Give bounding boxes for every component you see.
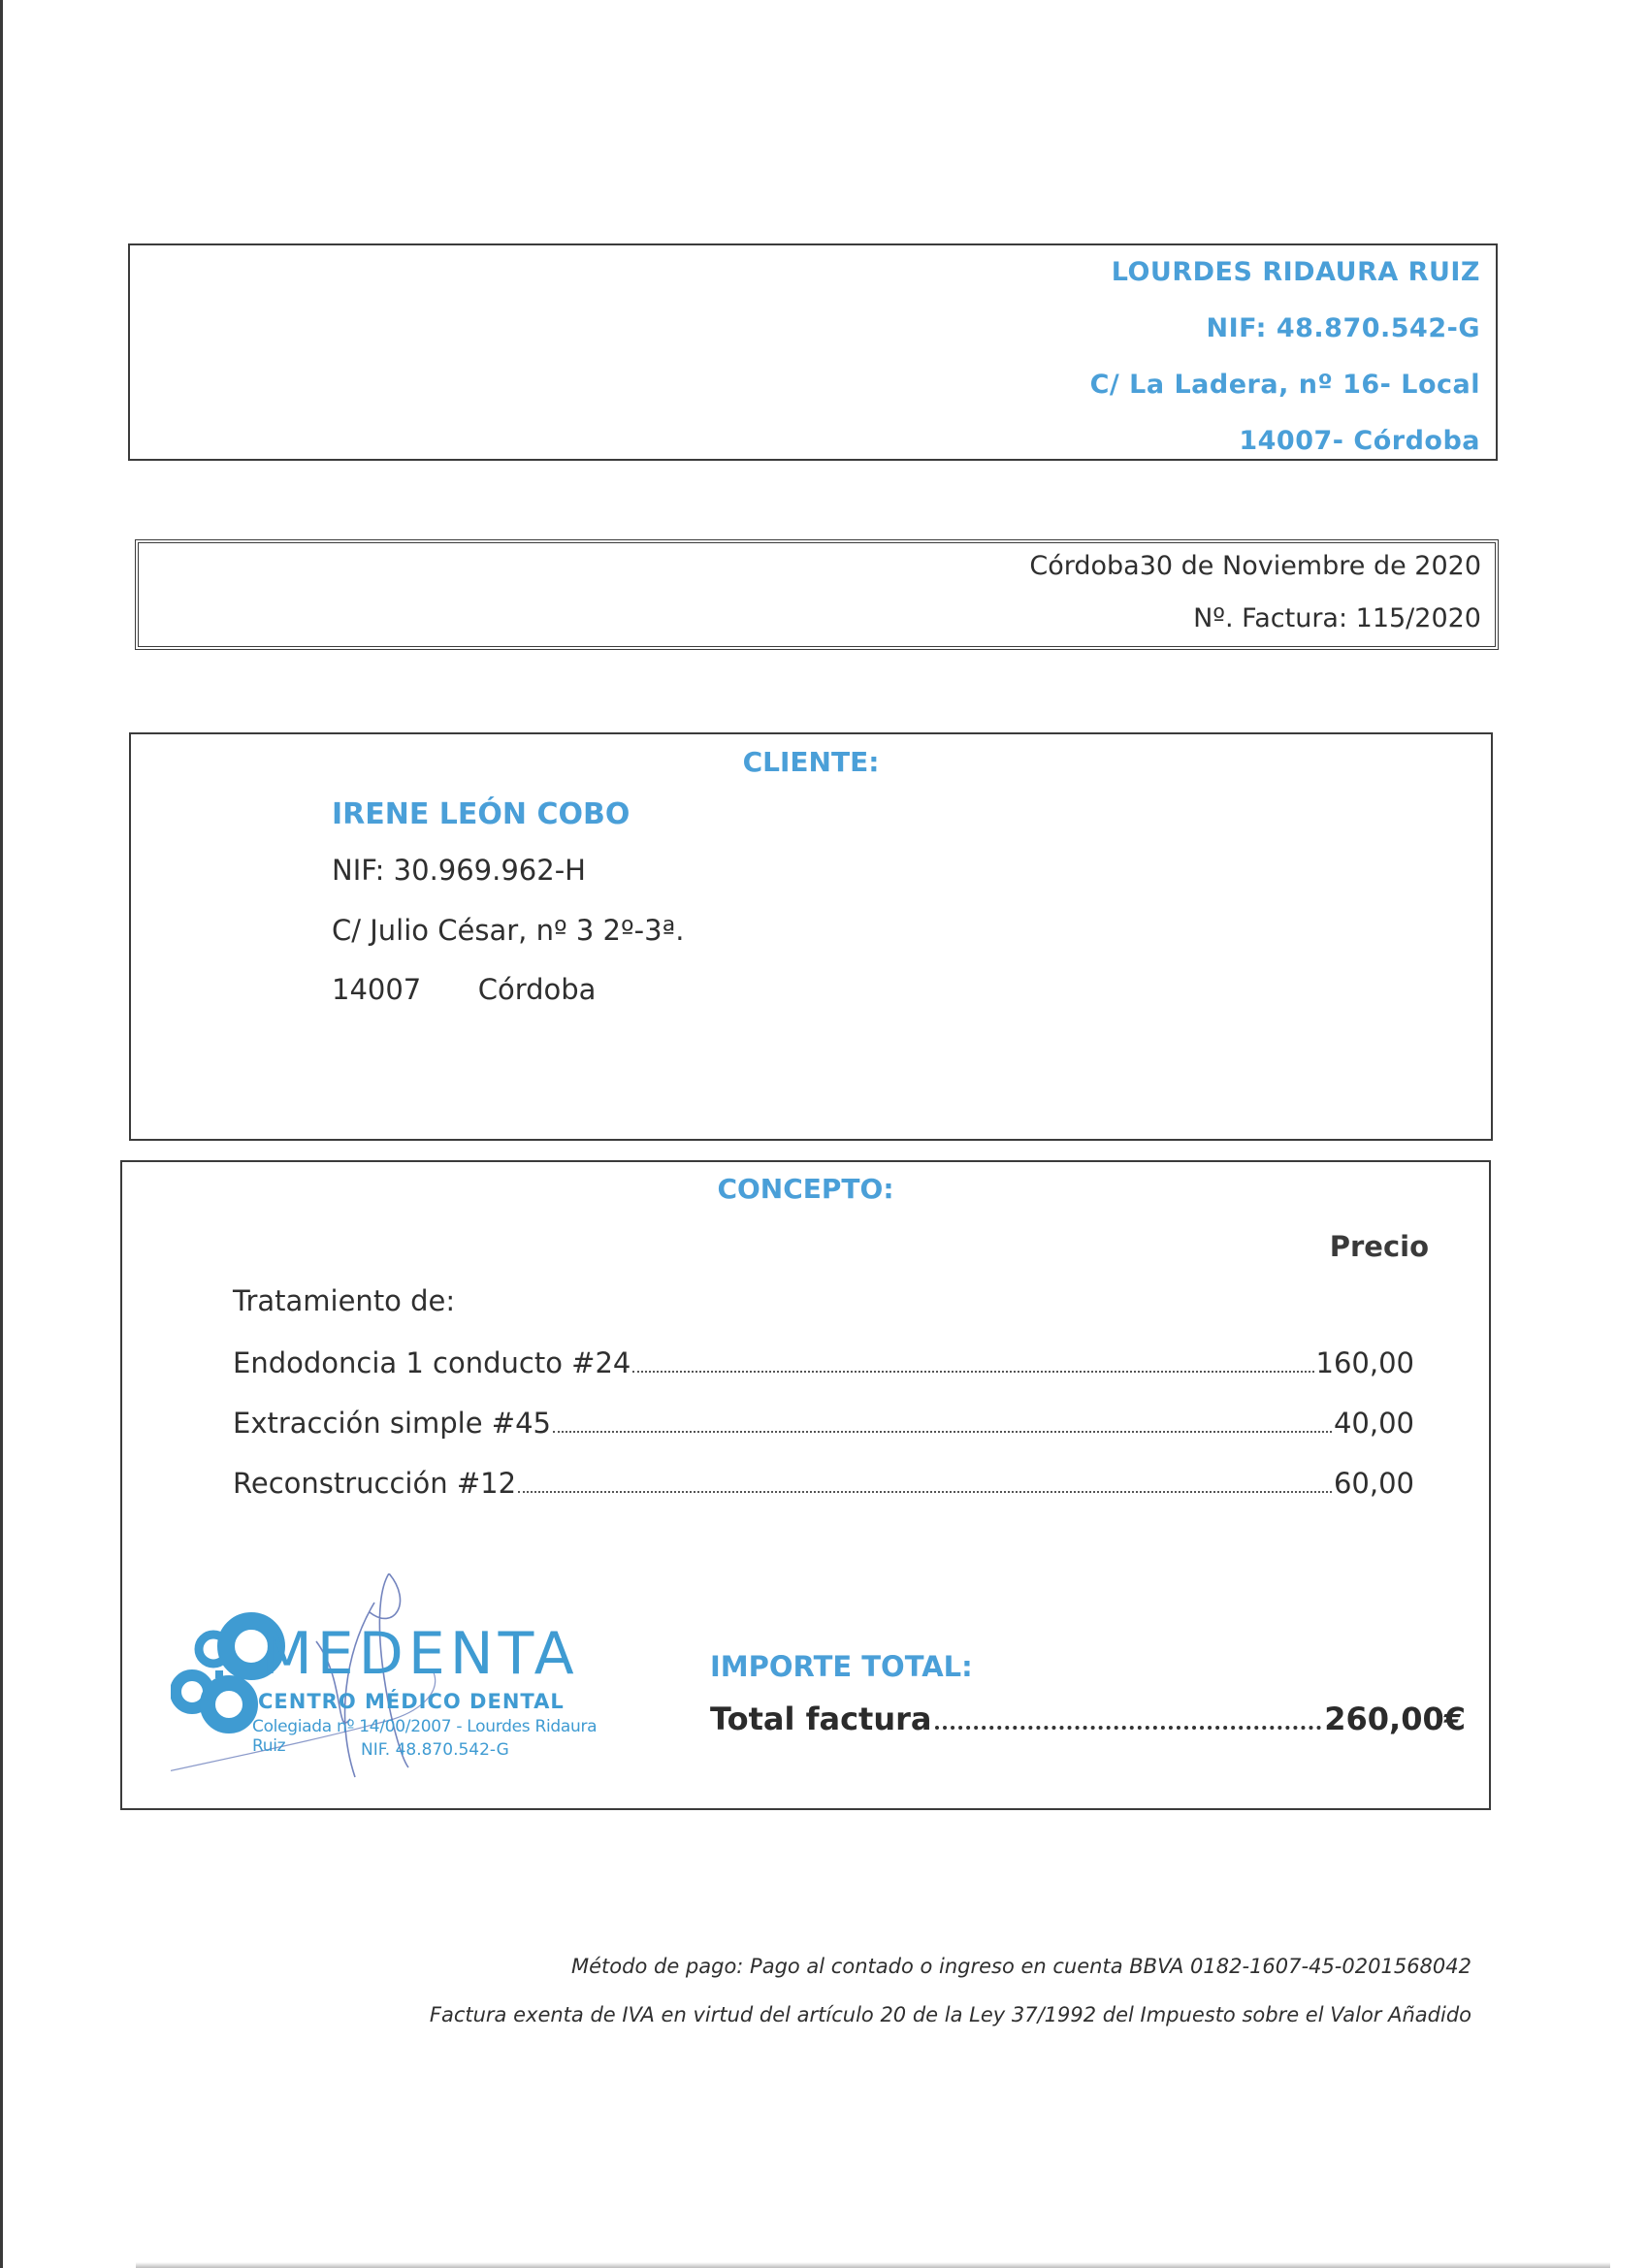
dot-leader	[632, 1370, 1313, 1373]
scan-edge-bottom	[136, 2262, 1610, 2268]
dot-leader	[935, 1725, 1322, 1730]
client-address: C/ Julio César, nº 3 2º-3ª.	[332, 914, 685, 947]
stamp-nif: NIF. 48.870.542-G	[361, 1740, 509, 1760]
line-item-description: Extracción simple #45	[233, 1407, 551, 1440]
total-section-title: IMPORTE TOTAL:	[710, 1650, 973, 1683]
stamp-registration: Colegiada nº 14/00/2007 - Lourdes Ridaura Ruiz	[252, 1717, 598, 1756]
client-city: Córdoba	[477, 973, 597, 1006]
dot-leader	[553, 1430, 1332, 1433]
line-item-price: 40,00	[1333, 1407, 1414, 1440]
line-item-price: 60,00	[1333, 1467, 1414, 1500]
vat-exemption-note: Factura exenta de IVA en virtud del artículo 20 de la Ley 37/1992 del Impuesto sobre el Valor Añadido	[429, 2003, 1471, 2026]
client-name: IRENE LEÓN COBO	[332, 797, 630, 831]
payment-method-note: Método de pago: Pago al contado o ingreso en cuenta BBVA 0182-1607-45-0201568042	[571, 1955, 1471, 1978]
treatment-intro: Tratamiento de:	[233, 1284, 456, 1317]
line-item-description: Reconstrucción #12	[233, 1467, 517, 1500]
issuer-box	[128, 243, 1498, 461]
total-value: 260,00€	[1324, 1701, 1466, 1737]
line-item-price: 160,00	[1315, 1346, 1414, 1379]
line-item	[233, 1407, 1414, 1440]
stamp-subtitle: CENTRO MÉDICO DENTAL	[258, 1690, 565, 1713]
client-nif: NIF: 30.969.962-H	[332, 854, 586, 887]
client-section-title: CLIENTE:	[742, 746, 880, 778]
client-location	[332, 973, 596, 1006]
scan-edge-left	[0, 0, 3, 2268]
issuer-address: C/ La Ladera, nº 16- Local	[1089, 370, 1480, 400]
stamp-brand: MEDENTA	[262, 1620, 579, 1688]
invoice-meta-box	[135, 539, 1499, 650]
issuer-nif: NIF: 48.870.542-G	[1206, 313, 1480, 343]
dot-leader	[518, 1490, 1332, 1493]
client-box	[129, 732, 1493, 1141]
line-item-description: Endodoncia 1 conducto #24	[233, 1346, 631, 1379]
issuer-name: LOURDES RIDAURA RUIZ	[1111, 257, 1480, 287]
price-column-header: Precio	[1329, 1230, 1429, 1263]
line-item	[233, 1467, 1414, 1500]
issuer-city: 14007- Córdoba	[1239, 426, 1480, 456]
line-item	[233, 1346, 1414, 1379]
invoice-date: Córdoba30 de Noviembre de 2020	[1029, 551, 1481, 581]
total-row	[710, 1701, 1466, 1737]
concept-section-title: CONCEPTO:	[717, 1173, 894, 1205]
invoice-number: Nº. Factura: 115/2020	[1193, 603, 1481, 633]
total-label: Total factura	[710, 1701, 932, 1737]
client-postal-code: 14007	[332, 973, 422, 1006]
clinic-stamp	[171, 1573, 617, 1797]
